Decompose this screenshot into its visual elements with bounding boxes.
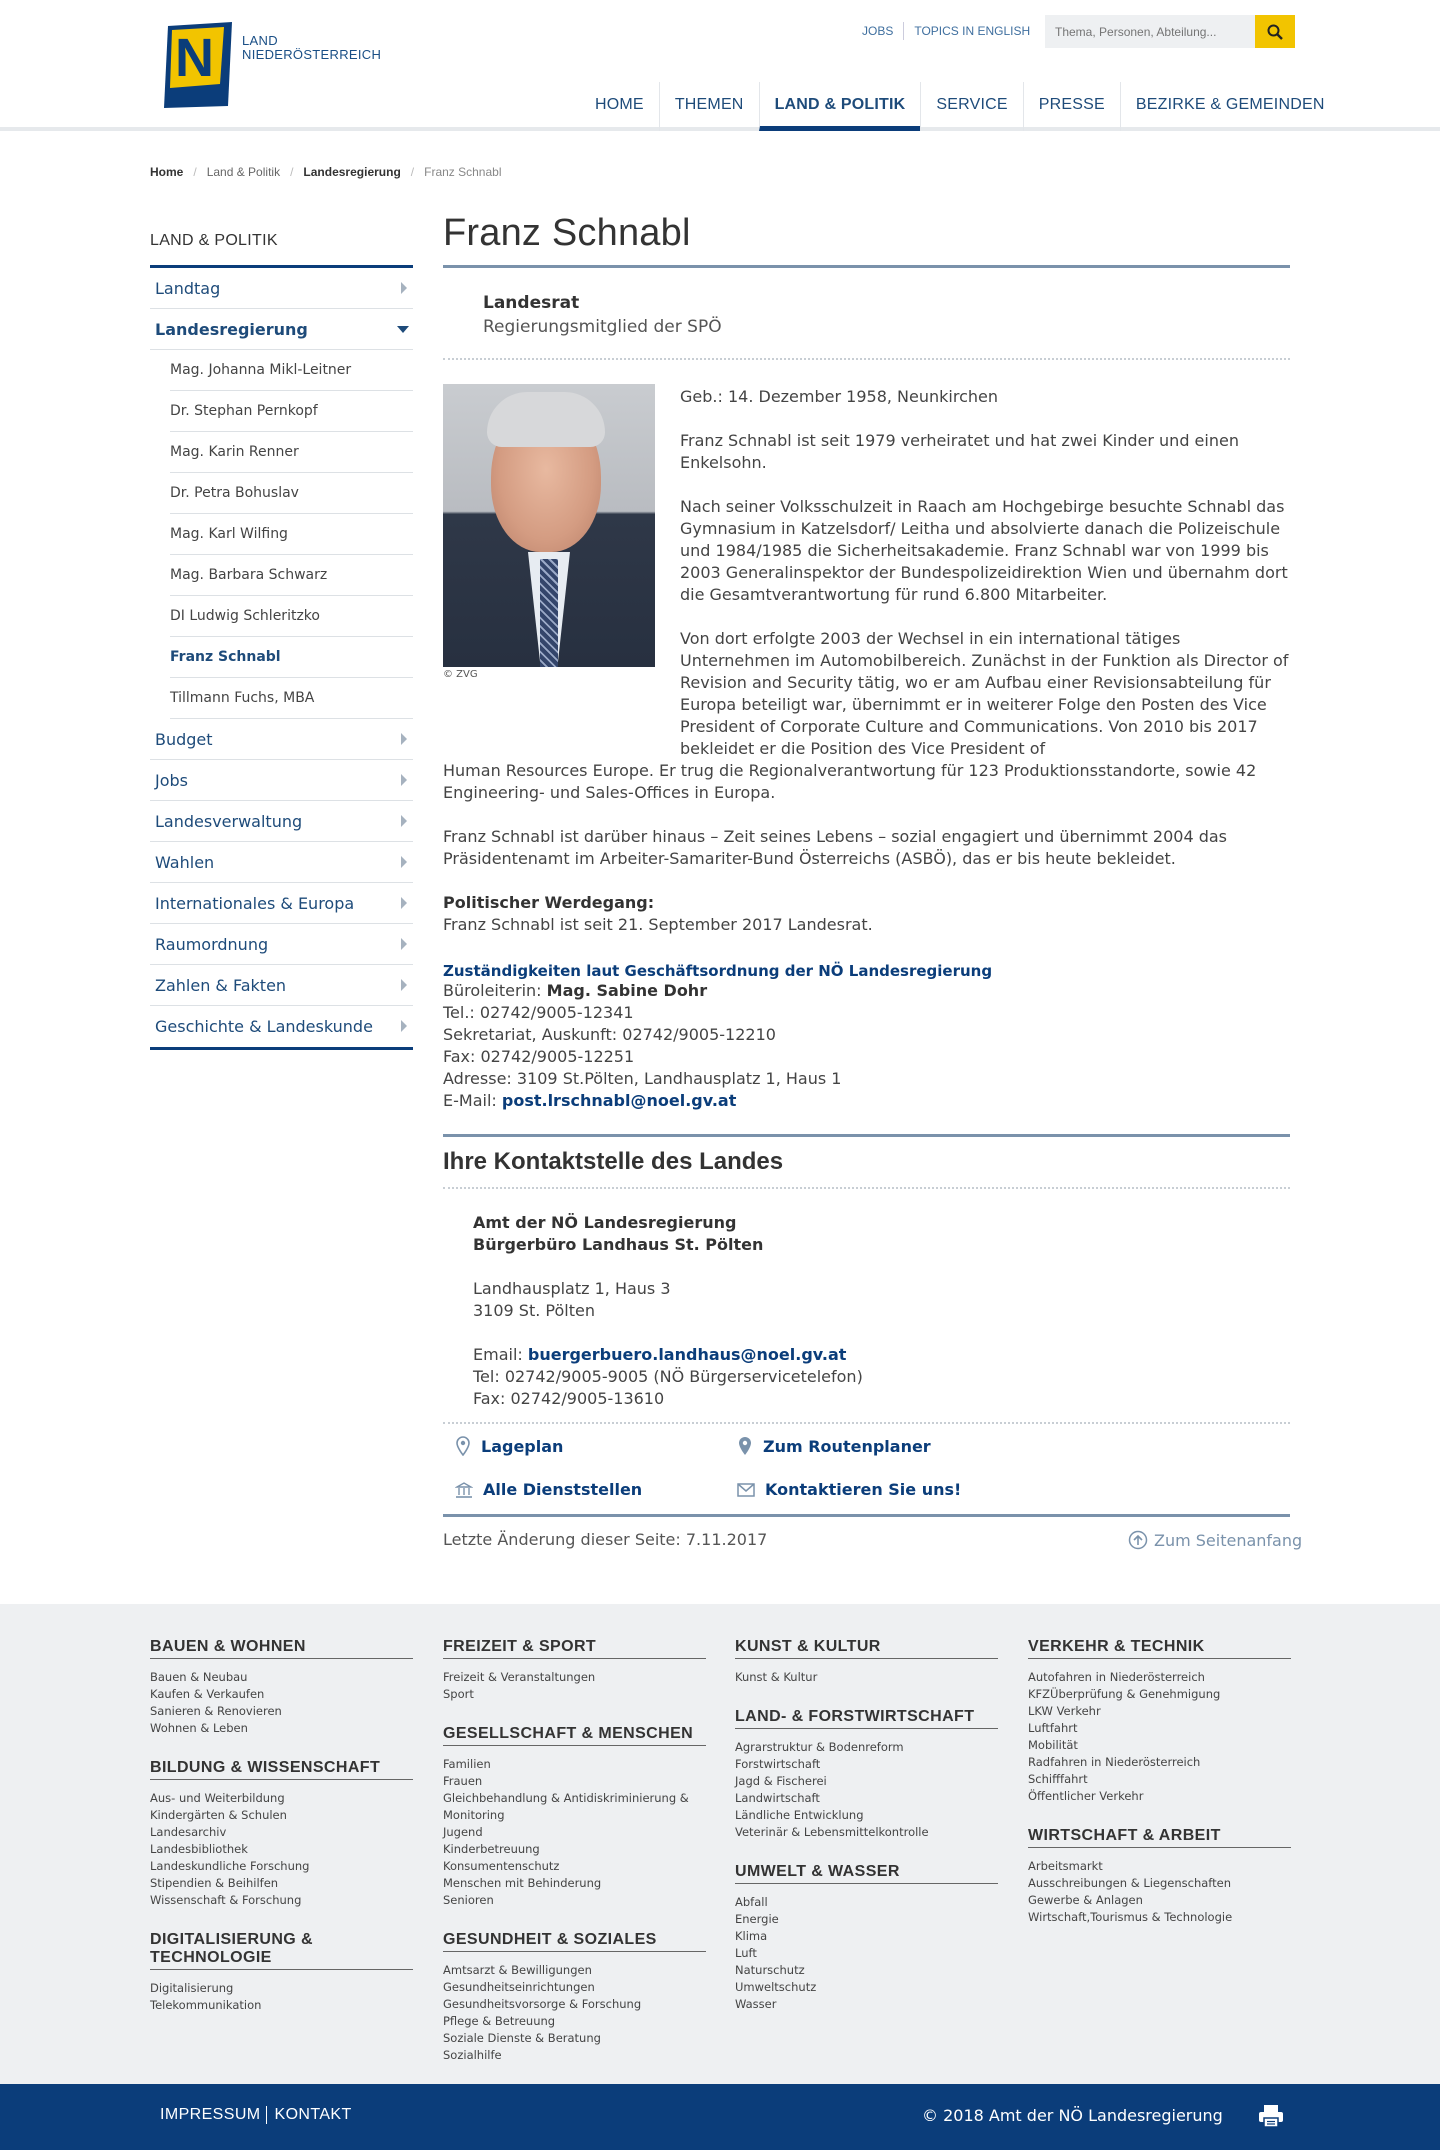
sitemap-link[interactable]: Frauen bbox=[443, 1774, 483, 1788]
dienststellen-label: Alle Dienststellen bbox=[483, 1480, 643, 1499]
envelope-icon bbox=[737, 1483, 755, 1497]
bottom-bar bbox=[0, 2084, 1440, 2150]
logo-mark-icon bbox=[162, 22, 237, 108]
breadcrumb-separator: / bbox=[193, 165, 197, 179]
to-top-link[interactable] bbox=[1128, 1530, 1302, 1550]
logo-text: LAND NIEDERÖSTERREICH bbox=[242, 33, 382, 62]
photo-caption: © ZVG bbox=[443, 669, 478, 680]
chevron-right-icon bbox=[401, 856, 407, 868]
divider bbox=[443, 358, 1290, 360]
sidebar-subitem[interactable]: Mag. Karl Wilfing bbox=[170, 514, 413, 555]
sitemap-link[interactable]: Wirtschaft,Tourismus & Technologie bbox=[1028, 1910, 1233, 1924]
bio-text bbox=[443, 386, 1290, 1004]
sitemap-link[interactable]: Naturschutz bbox=[735, 1963, 805, 1977]
chevron-right-icon bbox=[401, 979, 407, 991]
sitemap-heading[interactable]: GESELLSCHAFT & MENSCHEN bbox=[443, 1725, 706, 1746]
svg-text:N: N bbox=[175, 28, 214, 88]
sitemap-link[interactable]: Mobilität bbox=[1028, 1738, 1078, 1752]
sidebar-item-landesregierung[interactable] bbox=[150, 309, 413, 350]
sitemap-link[interactable]: Stipendien & Beihilfen bbox=[150, 1876, 279, 1890]
sidebar-subitem-current[interactable]: Franz Schnabl bbox=[170, 637, 413, 678]
sitemap-link[interactable]: Konsumentenschutz bbox=[443, 1859, 560, 1873]
main-nav bbox=[580, 82, 1340, 131]
buergerbuero-email-link[interactable]: buergerbuero.landhaus@noel.gv.at bbox=[527, 1345, 847, 1364]
sitemap-link[interactable]: Jugend bbox=[443, 1825, 483, 1839]
sitemap-link[interactable]: Familien bbox=[443, 1757, 491, 1771]
street: Landhausplatz 1, Haus 3 bbox=[473, 1279, 671, 1298]
kontaktieren-link[interactable] bbox=[737, 1480, 961, 1499]
sidebar-item-label: Geschichte & Landeskunde bbox=[155, 1017, 373, 1036]
kontakt-link[interactable]: KONTAKT bbox=[266, 2106, 357, 2124]
divider bbox=[443, 1134, 1290, 1137]
sitemap-heading[interactable]: DIGITALISIERUNG & TECHNOLOGIE bbox=[150, 1931, 413, 1970]
sitemap-link[interactable]: Amtsarzt & Bewilligungen bbox=[443, 1963, 592, 1977]
sitemap-link[interactable]: Gesundheitseinrichtungen bbox=[443, 1980, 595, 1994]
sidebar-item-label: Landesregierung bbox=[155, 320, 308, 339]
kontaktstelle-heading: Ihre Kontaktstelle des Landes bbox=[443, 1148, 784, 1175]
sitemap-link[interactable]: Autofahren in Niederösterreich bbox=[1028, 1670, 1205, 1684]
routenplaner-link[interactable] bbox=[737, 1436, 931, 1456]
sitemap-link[interactable]: Landesarchiv bbox=[150, 1825, 227, 1839]
breadcrumb-land-politik[interactable]: Land & Politik bbox=[206, 165, 281, 179]
bio-education: Nach seiner Volksschulzeit in Raach am Hochgebirge besuchte Schnabl das Gymnasium in Katzelsdorf/ Leitha und absolvierte danach die Polizeischule und 1984/1985 die Sicherheitsakademie. Franz Schnabl war von 1999 bis 2003 Generalinspektor der Bundespolizeidirektion Wien und übernahm dort die Gesamtverantwortung für rund 6.800 Mitarbeiter. bbox=[680, 497, 1288, 604]
building-icon bbox=[455, 1481, 473, 1499]
kontaktstelle-address bbox=[473, 1212, 863, 1410]
sitemap-link[interactable]: Soziale Dienste & Beratung bbox=[443, 2031, 601, 2045]
sidebar-item-label: Landtag bbox=[155, 279, 221, 298]
sitemap-link[interactable]: Sanieren & Renovieren bbox=[150, 1704, 282, 1718]
sitemap-link[interactable]: Forstwirtschaft bbox=[735, 1757, 821, 1771]
sitemap-heading[interactable]: BAUEN & WOHNEN bbox=[150, 1638, 413, 1659]
sidebar-item-label: Raumordnung bbox=[155, 935, 269, 954]
sitemap-link[interactable]: Wissenschaft & Forschung bbox=[150, 1893, 302, 1907]
search-input[interactable] bbox=[1045, 15, 1255, 48]
nav-land-politik[interactable]: LAND & POLITIK bbox=[759, 82, 921, 131]
location-pin-icon bbox=[455, 1436, 471, 1456]
sitemap-link[interactable]: Pflege & Betreuung bbox=[443, 2014, 556, 2028]
routenplaner-label: Zum Routenplaner bbox=[763, 1436, 931, 1456]
sitemap-link[interactable]: Kaufen & Verkaufen bbox=[150, 1687, 265, 1701]
werdegang-text: Franz Schnabl ist seit 21. September 2017 Landesrat. bbox=[443, 915, 873, 934]
sidebar-item-jobs[interactable] bbox=[150, 760, 413, 801]
sidebar-item-geschichte[interactable] bbox=[150, 1006, 413, 1047]
chevron-right-icon bbox=[401, 938, 407, 950]
divider bbox=[443, 265, 1290, 268]
sidebar-subitem[interactable]: Mag. Barbara Schwarz bbox=[170, 555, 413, 596]
bueroleiterin-name: Mag. Sabine Dohr bbox=[546, 981, 708, 1000]
sitemap-link[interactable]: Gewerbe & Anlagen bbox=[1028, 1893, 1143, 1907]
office-fax: Fax: 02742/9005-12251 bbox=[443, 1047, 635, 1066]
sitemap-link[interactable]: Digitalisierung bbox=[150, 1981, 234, 1995]
nav-service[interactable]: SERVICE bbox=[920, 82, 1022, 131]
sidebar-item-label: Budget bbox=[155, 730, 213, 749]
sitemap-link[interactable]: Veterinär & Lebensmittelkontrolle bbox=[735, 1825, 929, 1839]
sitemap-heading[interactable]: WIRTSCHAFT & ARBEIT bbox=[1028, 1827, 1291, 1848]
sitemap-link[interactable]: Öffentlicher Verkehr bbox=[1028, 1789, 1144, 1803]
sitemap-heading[interactable]: KUNST & KULTUR bbox=[735, 1638, 998, 1659]
sitemap-link[interactable]: Gesundheitsvorsorge & Forschung bbox=[443, 1997, 642, 2011]
sitemap-link[interactable]: Gleichbehandlung & Antidiskriminierung & Monitoring bbox=[443, 1791, 689, 1822]
bio-family: Franz Schnabl ist seit 1979 verheiratet und hat zwei Kinder und einen Enkelsohn. bbox=[680, 431, 1239, 472]
role-subtitle: Regierungsmitglied der SPÖ bbox=[483, 317, 722, 337]
sitemap-link[interactable]: KFZÜberprüfung & Genehmigung bbox=[1028, 1687, 1221, 1701]
sitemap-link[interactable]: Ausschreibungen & Liegenschaften bbox=[1028, 1876, 1232, 1890]
sidebar-item-budget[interactable] bbox=[150, 719, 413, 760]
chevron-right-icon bbox=[401, 774, 407, 786]
location-pin-icon bbox=[737, 1436, 753, 1456]
site-header bbox=[0, 0, 1440, 131]
bio-social: Franz Schnabl ist darüber hinaus – Zeit seines Lebens – sozial engagiert und übernimmt 2004 das Präsidentenamt im Arbeiter-Samariter-Bund Österreichs (ASBÖ), das er bis heute bekleidet. bbox=[443, 827, 1228, 868]
sidebar-item-landtag[interactable] bbox=[150, 268, 413, 309]
sidebar-item-label: Internationales & Europa bbox=[155, 894, 355, 913]
org-name: Amt der NÖ Landesregierung bbox=[473, 1213, 737, 1232]
sidebar-item-raumordnung[interactable] bbox=[150, 924, 413, 965]
chevron-right-icon bbox=[401, 815, 407, 827]
sitemap-heading[interactable]: FREIZEIT & SPORT bbox=[443, 1638, 706, 1659]
bio-career bbox=[443, 628, 1290, 804]
bueroleiterin-label: Büroleiterin: bbox=[443, 981, 542, 1000]
sitemap-column bbox=[443, 1638, 706, 2086]
divider bbox=[443, 1187, 1290, 1189]
sitemap-link[interactable]: Arbeitsmarkt bbox=[1028, 1859, 1103, 1873]
email-label: E-Mail: bbox=[443, 1091, 497, 1110]
sidebar-subitem[interactable]: Tillmann Fuchs, MBA bbox=[170, 678, 413, 719]
sitemap-link[interactable]: Menschen mit Behinderung bbox=[443, 1876, 602, 1890]
sitemap-column bbox=[150, 1638, 413, 2036]
sidebar-subitem[interactable]: Dr. Petra Bohuslav bbox=[170, 473, 413, 514]
chevron-right-icon bbox=[401, 1020, 407, 1032]
jobs-link[interactable]: JOBS bbox=[862, 24, 894, 38]
sitemap-link[interactable]: Telekommunikation bbox=[150, 1998, 262, 2012]
sitemap-link[interactable]: Wasser bbox=[735, 1997, 777, 2011]
sitemap-link[interactable]: Landesbibliothek bbox=[150, 1842, 248, 1856]
email-label: Email: bbox=[473, 1345, 523, 1364]
print-button[interactable] bbox=[1258, 2104, 1284, 2132]
breadcrumb-home[interactable]: Home bbox=[150, 165, 184, 179]
breadcrumb-separator: / bbox=[410, 165, 415, 179]
bottom-links bbox=[155, 2106, 357, 2124]
last-updated: Letzte Änderung dieser Seite: 7.11.2017 bbox=[443, 1530, 768, 1549]
buergerbuero-tel: Tel: 02742/9005-9005 (NÖ Bürgerservicetelefon) bbox=[473, 1367, 863, 1386]
footer-sitemap bbox=[0, 1604, 1440, 2084]
arrow-up-circle-icon bbox=[1128, 1530, 1148, 1550]
city: 3109 St. Pölten bbox=[473, 1301, 595, 1320]
printer-icon bbox=[1258, 2104, 1284, 2128]
sitemap-link[interactable]: Abfall bbox=[735, 1895, 768, 1909]
buergerbuero-fax: Fax: 02742/9005-13610 bbox=[473, 1389, 665, 1408]
divider bbox=[443, 1514, 1290, 1517]
top-links bbox=[852, 22, 1040, 40]
sitemap-column bbox=[735, 1638, 998, 2035]
sitemap-link[interactable]: Jagd & Fischerei bbox=[735, 1774, 827, 1788]
sitemap-heading[interactable]: GESUNDHEIT & SOZIALES bbox=[443, 1931, 706, 1952]
lageplan-label: Lageplan bbox=[481, 1436, 564, 1456]
contact-actions bbox=[455, 1436, 1275, 1516]
sitemap-link[interactable]: Freizeit & Veranstaltungen bbox=[443, 1670, 596, 1684]
sitemap-heading[interactable]: VERKEHR & TECHNIK bbox=[1028, 1638, 1291, 1659]
sitemap-link[interactable]: Kunst & Kultur bbox=[735, 1670, 818, 1684]
werdegang bbox=[443, 892, 1290, 936]
sidebar-item-label: Zahlen & Fakten bbox=[155, 976, 287, 995]
search-bar bbox=[1045, 15, 1295, 48]
birth-info: Geb.: 14. Dezember 1958, Neunkirchen bbox=[680, 387, 998, 406]
sidebar-subitem[interactable]: Mag. Karin Renner bbox=[170, 432, 413, 473]
breadcrumb-current: Franz Schnabl bbox=[424, 165, 502, 179]
impressum-link[interactable]: IMPRESSUM bbox=[160, 2106, 261, 2123]
page-title: Franz Schnabl bbox=[443, 212, 691, 254]
zustaendigkeiten-link[interactable]: Zuständigkeiten laut Geschäftsordnung der NÖ Landesregierung bbox=[443, 962, 993, 980]
sitemap-link[interactable]: Kindergärten & Schulen bbox=[150, 1808, 287, 1822]
sitemap-link[interactable]: Umweltschutz bbox=[735, 1980, 817, 1994]
office-contact bbox=[443, 980, 841, 1112]
breadcrumb-landesregierung[interactable]: Landesregierung bbox=[303, 165, 401, 179]
sitemap-link[interactable]: Sozialhilfe bbox=[443, 2048, 502, 2062]
sitemap-link[interactable]: Bauen & Neubau bbox=[150, 1670, 248, 1684]
nav-themen[interactable]: THEMEN bbox=[659, 82, 759, 131]
sidebar-title: LAND & POLITIK bbox=[150, 232, 278, 249]
sitemap-link[interactable]: Kinderbetreuung bbox=[443, 1842, 540, 1856]
lageplan-link[interactable] bbox=[455, 1436, 563, 1456]
sidebar-item-internationales[interactable] bbox=[150, 883, 413, 924]
divider bbox=[443, 1422, 1290, 1424]
sidebar-nav bbox=[150, 265, 413, 1050]
chevron-right-icon bbox=[401, 897, 407, 909]
sidebar-subitem[interactable]: Mag. Johanna Mikl-Leitner bbox=[170, 350, 413, 391]
sitemap-link[interactable]: Senioren bbox=[443, 1893, 494, 1907]
role-block bbox=[483, 291, 722, 339]
site-logo[interactable] bbox=[162, 20, 382, 110]
chevron-right-icon bbox=[401, 282, 407, 294]
topics-english-link[interactable]: TOPICS IN ENGLISH bbox=[903, 22, 1040, 40]
sidebar-item-label: Wahlen bbox=[155, 853, 215, 872]
role-title: Landesrat bbox=[483, 293, 580, 313]
sidebar-item-label: Landesverwaltung bbox=[155, 812, 303, 831]
sidebar-item-zahlen-fakten[interactable] bbox=[150, 965, 413, 1006]
to-top-label: Zum Seitenanfang bbox=[1154, 1530, 1303, 1550]
sidebar-subitem[interactable]: Dr. Stephan Pernkopf bbox=[170, 391, 413, 432]
sidebar-subitem[interactable]: DI Ludwig Schleritzko bbox=[170, 596, 413, 637]
sitemap-link[interactable]: Landeskundliche Forschung bbox=[150, 1859, 310, 1873]
sitemap-link[interactable]: LKW Verkehr bbox=[1028, 1704, 1101, 1718]
office-tel: Tel.: 02742/9005-12341 bbox=[443, 1003, 634, 1022]
breadcrumb bbox=[150, 165, 512, 179]
chevron-down-icon bbox=[397, 326, 409, 333]
sitemap-link[interactable]: Agrarstruktur & Bodenreform bbox=[735, 1740, 904, 1754]
nav-bezirke-gemeinden[interactable]: BEZIRKE & GEMEINDEN bbox=[1120, 82, 1340, 131]
office-email-link[interactable]: post.lrschnabl@noel.gv.at bbox=[501, 1091, 737, 1110]
kontaktieren-label: Kontaktieren Sie uns! bbox=[765, 1480, 962, 1499]
sitemap-heading[interactable]: LAND- & FORSTWIRTSCHAFT bbox=[735, 1708, 998, 1729]
bio-career-part2: Human Resources Europe. Er trug die Regionalverantwortung für 123 Produktionsstandorte, sowie 42 Engineering- und Sales-Offices in Europa. bbox=[443, 761, 1257, 802]
sidebar-item-wahlen[interactable] bbox=[150, 842, 413, 883]
sidebar-item-label: Jobs bbox=[155, 771, 188, 790]
sidebar-item-landesverwaltung[interactable] bbox=[150, 801, 413, 842]
dienststellen-link[interactable] bbox=[455, 1480, 642, 1499]
sitemap-link[interactable]: Energie bbox=[735, 1912, 779, 1926]
sitemap-heading[interactable]: UMWELT & WASSER bbox=[735, 1863, 998, 1884]
werdegang-label: Politischer Werdegang: bbox=[443, 893, 655, 912]
sitemap-column bbox=[1028, 1638, 1291, 1948]
sitemap-heading[interactable]: BILDUNG & WISSENSCHAFT bbox=[150, 1759, 413, 1780]
bio-career-part1: Von dort erfolgte 2003 der Wechsel in ein international tätiges Unternehmen im Automobilbereich. Zunächst in der Funktion als Director of Revision and Security tätig, wo er am Aufbau einer Revisionsabteilung für Europa beteiligt war, übernimmt er in weiterer Folge den Posten des Vice President of Corporate Culture and Communications. Von 2010 bis 2017 bekleidet er die Position des Vice President of bbox=[680, 629, 1289, 758]
search-button[interactable] bbox=[1255, 15, 1295, 48]
sitemap-link[interactable]: Radfahren in Niederösterreich bbox=[1028, 1755, 1201, 1769]
chevron-right-icon bbox=[401, 733, 407, 745]
nav-home[interactable]: HOME bbox=[595, 96, 644, 113]
office-address: Adresse: 3109 St.Pölten, Landhausplatz 1, Haus 1 bbox=[443, 1069, 842, 1088]
sitemap-link[interactable]: Landwirtschaft bbox=[735, 1791, 820, 1805]
search-icon bbox=[1267, 24, 1283, 40]
nav-presse[interactable]: PRESSE bbox=[1023, 82, 1120, 131]
sitemap-link[interactable]: Sport bbox=[443, 1687, 474, 1701]
office-sekretariat: Sekretariat, Auskunft: 02742/9005-12210 bbox=[443, 1025, 776, 1044]
copyright: © 2018 Amt der NÖ Landesregierung bbox=[922, 2106, 1223, 2125]
sitemap-link[interactable]: Aus- und Weiterbildung bbox=[150, 1791, 285, 1805]
sitemap-link[interactable]: Luft bbox=[735, 1946, 757, 1960]
sitemap-link[interactable]: Luftfahrt bbox=[1028, 1721, 1078, 1735]
sitemap-link[interactable]: Ländliche Entwicklung bbox=[735, 1808, 864, 1822]
breadcrumb-separator: / bbox=[290, 165, 294, 179]
org-unit: Bürgerbüro Landhaus St. Pölten bbox=[473, 1235, 764, 1254]
sitemap-link[interactable]: Klima bbox=[735, 1929, 768, 1943]
sitemap-link[interactable]: Wohnen & Leben bbox=[150, 1721, 248, 1735]
sitemap-link[interactable]: Schifffahrt bbox=[1028, 1772, 1088, 1786]
